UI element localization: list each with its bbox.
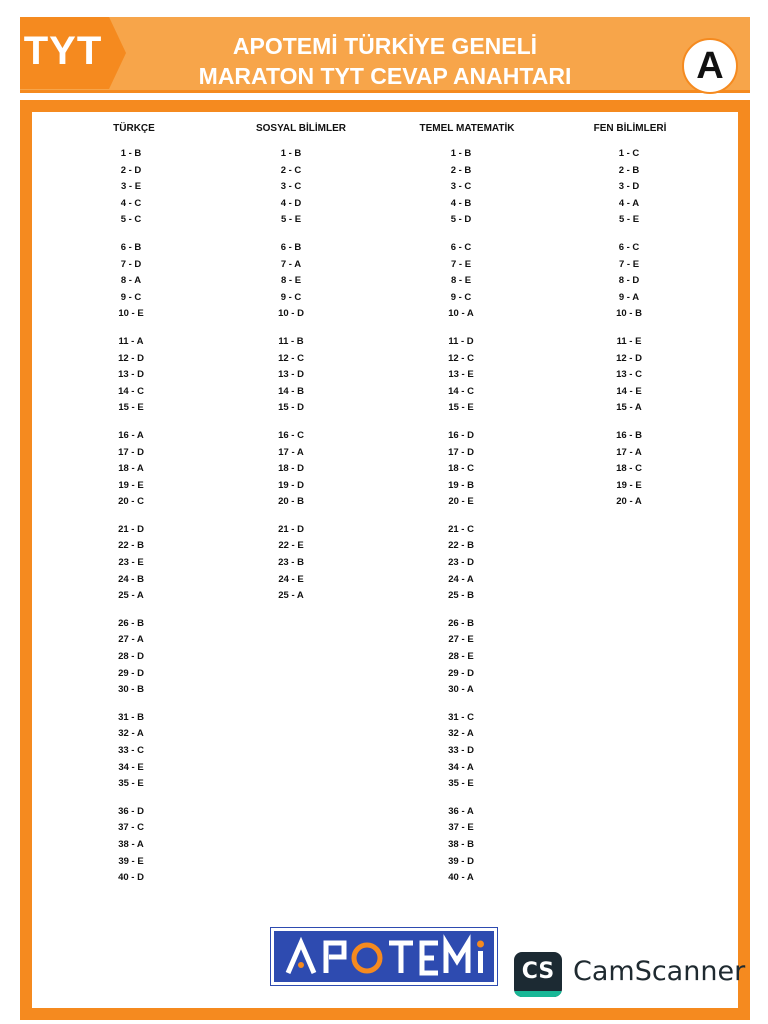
answer-item: 1 - B — [450, 148, 472, 159]
title-line-2: MARATON TYT CEVAP ANAHTARI — [198, 63, 572, 89]
answer-item: 33 - C — [118, 745, 144, 756]
answer-item: 34 - A — [448, 761, 474, 773]
answer-item: 30 - B — [118, 684, 144, 696]
answer-item: 21 - D — [118, 523, 144, 535]
answer-group — [599, 334, 659, 417]
answer-item: 26 - B — [118, 617, 144, 629]
answer-item: 1 - C — [618, 148, 640, 159]
title-line-1: APOTEMİ TÜRKİYE GENELİ — [232, 33, 538, 59]
answer-item: 2 - B — [450, 164, 472, 176]
answer-item: 10 - B — [616, 308, 642, 320]
answer-group — [261, 522, 321, 605]
answer-item: 7 - E — [450, 258, 472, 270]
booklet-type-badge: A — [682, 38, 738, 94]
answer-group — [101, 146, 161, 229]
answer-item: 33 - D — [448, 745, 474, 756]
answer-item: 2 - D — [120, 164, 142, 176]
answer-item: 27 - E — [448, 634, 474, 646]
answer-group — [431, 240, 491, 323]
answer-item: 6 - B — [280, 241, 302, 253]
answer-item: 15 - E — [448, 402, 474, 414]
answer-item: 26 - B — [448, 617, 474, 629]
answers-turkce — [101, 146, 161, 898]
answer-item: 16 - C — [278, 429, 304, 441]
column-header-matematik: TEMEL MATEMATİK — [419, 123, 515, 134]
answer-item: 15 - D — [278, 402, 304, 414]
answer-item: 13 - D — [278, 369, 304, 381]
answer-item: 12 - C — [448, 352, 474, 364]
column-header-fen: FEN BİLİMLERİ — [593, 123, 667, 134]
answer-item: 25 - A — [278, 590, 304, 602]
answer-item: 18 - D — [278, 463, 304, 475]
answer-group — [101, 710, 161, 793]
answer-item: 24 - A — [448, 573, 474, 585]
answer-item: 6 - C — [618, 241, 640, 253]
answer-item: 14 - C — [448, 385, 474, 397]
answer-item: 6 - B — [120, 241, 142, 253]
answer-item: 16 - A — [118, 429, 144, 441]
answer-item: 22 - E — [278, 540, 304, 552]
answer-item: 1 - B — [120, 148, 142, 159]
answer-item: 11 - B — [278, 335, 304, 347]
answer-item: 19 - B — [448, 479, 474, 491]
answer-item: 38 - A — [118, 838, 144, 850]
answer-item: 4 - C — [120, 197, 142, 209]
answer-item: 11 - A — [118, 335, 144, 347]
answer-item: 4 - B — [450, 197, 472, 209]
answer-item: 18 - C — [616, 463, 642, 475]
answer-item: 6 - C — [450, 241, 472, 253]
answer-item: 10 - A — [448, 308, 474, 320]
answer-item: 12 - C — [278, 352, 304, 364]
answer-item: 25 - B — [448, 590, 474, 602]
answer-item: 21 - C — [448, 523, 474, 535]
answer-item: 38 - B — [448, 838, 474, 850]
answer-item: 37 - E — [448, 822, 474, 834]
answer-item: 10 - D — [278, 308, 304, 320]
answer-item: 28 - E — [448, 651, 474, 663]
answer-item: 8 - E — [450, 275, 472, 287]
answer-item: 13 - E — [448, 369, 474, 381]
answer-item: 24 - E — [278, 573, 304, 585]
answer-item: 40 - A — [448, 872, 474, 884]
answer-item: 7 - A — [280, 258, 302, 270]
answer-item: 39 - E — [118, 855, 144, 867]
answer-item: 34 - E — [118, 761, 144, 773]
answer-item: 16 - B — [616, 429, 642, 441]
answer-item: 40 - D — [118, 872, 144, 884]
answer-item: 29 - D — [448, 667, 474, 679]
answer-item: 14 - C — [118, 385, 144, 397]
camscanner-icon — [514, 952, 562, 997]
camscanner-name: CamScanner — [573, 956, 746, 987]
answer-item: 17 - D — [448, 446, 474, 458]
answer-group — [261, 240, 321, 323]
answer-item: 3 - D — [618, 181, 640, 193]
answer-group — [431, 522, 491, 605]
answers-sosyal — [261, 146, 321, 616]
answer-group — [431, 616, 491, 699]
page-title — [150, 31, 620, 91]
answer-item: 32 - A — [118, 728, 144, 740]
answer-item: 18 - C — [448, 463, 474, 475]
answer-item: 19 - D — [278, 479, 304, 491]
answer-item: 22 - B — [118, 540, 144, 552]
answer-item: 11 - D — [448, 335, 474, 347]
answer-group — [261, 428, 321, 511]
answer-item: 3 - C — [280, 181, 302, 193]
header-banner — [20, 17, 750, 93]
answer-group — [599, 240, 659, 323]
answer-item: 8 - E — [280, 275, 302, 287]
camscanner-badge-text: CS — [521, 959, 555, 984]
answer-item: 10 - E — [118, 308, 144, 320]
answer-group — [599, 428, 659, 511]
answer-item: 23 - D — [448, 557, 474, 569]
answer-item: 5 - E — [280, 214, 302, 226]
answer-item: 9 - C — [280, 291, 302, 303]
answer-item: 23 - E — [118, 557, 144, 569]
answer-item: 5 - E — [618, 214, 640, 226]
answer-item: 25 - A — [118, 590, 144, 602]
answer-group — [431, 428, 491, 511]
answer-item: 16 - D — [448, 429, 474, 441]
column-header-turkce: TÜRKÇE — [113, 123, 155, 134]
answer-group — [101, 616, 161, 699]
answer-group — [599, 146, 659, 229]
answer-group — [431, 334, 491, 417]
answer-item: 18 - A — [118, 463, 144, 475]
answer-item: 35 - E — [448, 778, 474, 790]
answer-item: 21 - D — [278, 523, 304, 535]
answer-item: 17 - A — [616, 446, 642, 458]
answer-item: 20 - C — [118, 496, 144, 508]
answer-item: 27 - A — [118, 634, 144, 646]
camscanner-bar — [514, 991, 562, 997]
answer-group — [431, 804, 491, 887]
answer-item: 15 - A — [616, 402, 642, 414]
answer-item: 11 - E — [616, 335, 642, 347]
answer-item: 4 - D — [280, 197, 302, 209]
answer-item: 17 - A — [278, 446, 304, 458]
answer-item: 31 - C — [448, 711, 474, 723]
answer-item: 31 - B — [118, 711, 144, 723]
answer-group — [101, 240, 161, 323]
answer-group — [101, 334, 161, 417]
answer-item: 14 - B — [278, 385, 304, 397]
answer-group — [261, 334, 321, 417]
answer-group — [431, 710, 491, 793]
answer-item: 8 - A — [120, 275, 142, 287]
answer-item: 15 - E — [118, 402, 144, 414]
column-header-sosyal: SOSYAL BİLİMLER — [255, 123, 346, 134]
answer-item: 30 - A — [448, 684, 474, 696]
answer-item: 19 - E — [616, 479, 642, 491]
tyt-label: TYT — [23, 29, 103, 73]
answer-group — [101, 428, 161, 511]
answer-item: 7 - D — [120, 258, 142, 270]
answer-item: 5 - D — [450, 214, 472, 226]
answer-item: 24 - B — [118, 573, 144, 585]
answer-item: 17 - D — [118, 446, 144, 458]
answers-fen — [599, 146, 659, 522]
answer-item: 3 - C — [450, 181, 472, 193]
answer-item: 2 - B — [618, 164, 640, 176]
answer-item: 4 - A — [618, 197, 640, 209]
answer-item: 22 - B — [448, 540, 474, 552]
answer-item: 14 - E — [616, 385, 642, 397]
answer-item: 36 - D — [118, 805, 144, 817]
answer-item: 2 - C — [280, 164, 302, 176]
answer-item: 9 - A — [618, 291, 640, 303]
answer-group — [101, 804, 161, 887]
answer-item: 8 - D — [618, 275, 640, 287]
answer-item: 37 - C — [118, 822, 144, 834]
answer-item: 5 - C — [120, 214, 142, 226]
answer-item: 9 - C — [120, 291, 142, 303]
answer-item: 29 - D — [118, 667, 144, 679]
answer-item: 9 - C — [450, 291, 472, 303]
answer-item: 35 - E — [118, 778, 144, 790]
answer-item: 20 - A — [616, 496, 642, 508]
answer-item: 7 - E — [618, 258, 640, 270]
answer-item: 39 - D — [448, 855, 474, 867]
answer-item: 13 - C — [616, 369, 642, 381]
apotemi-logo — [271, 928, 497, 985]
answer-item: 1 - B — [280, 148, 302, 159]
answer-group — [101, 522, 161, 605]
answer-item: 23 - B — [278, 557, 304, 569]
answer-item: 32 - A — [448, 728, 474, 740]
apotemi-logo-mark — [274, 931, 494, 982]
answer-item: 28 - D — [118, 651, 144, 663]
answer-item: 19 - E — [118, 479, 144, 491]
answer-item: 13 - D — [118, 369, 144, 381]
answer-item: 12 - D — [616, 352, 642, 364]
answer-group — [431, 146, 491, 229]
answer-item: 36 - A — [448, 805, 474, 817]
answer-item: 12 - D — [118, 352, 144, 364]
answer-item: 20 - E — [448, 496, 474, 508]
answer-item: 20 - B — [278, 496, 304, 508]
answer-group — [261, 146, 321, 229]
answer-item: 3 - E — [120, 181, 142, 193]
answers-matematik — [431, 146, 491, 898]
